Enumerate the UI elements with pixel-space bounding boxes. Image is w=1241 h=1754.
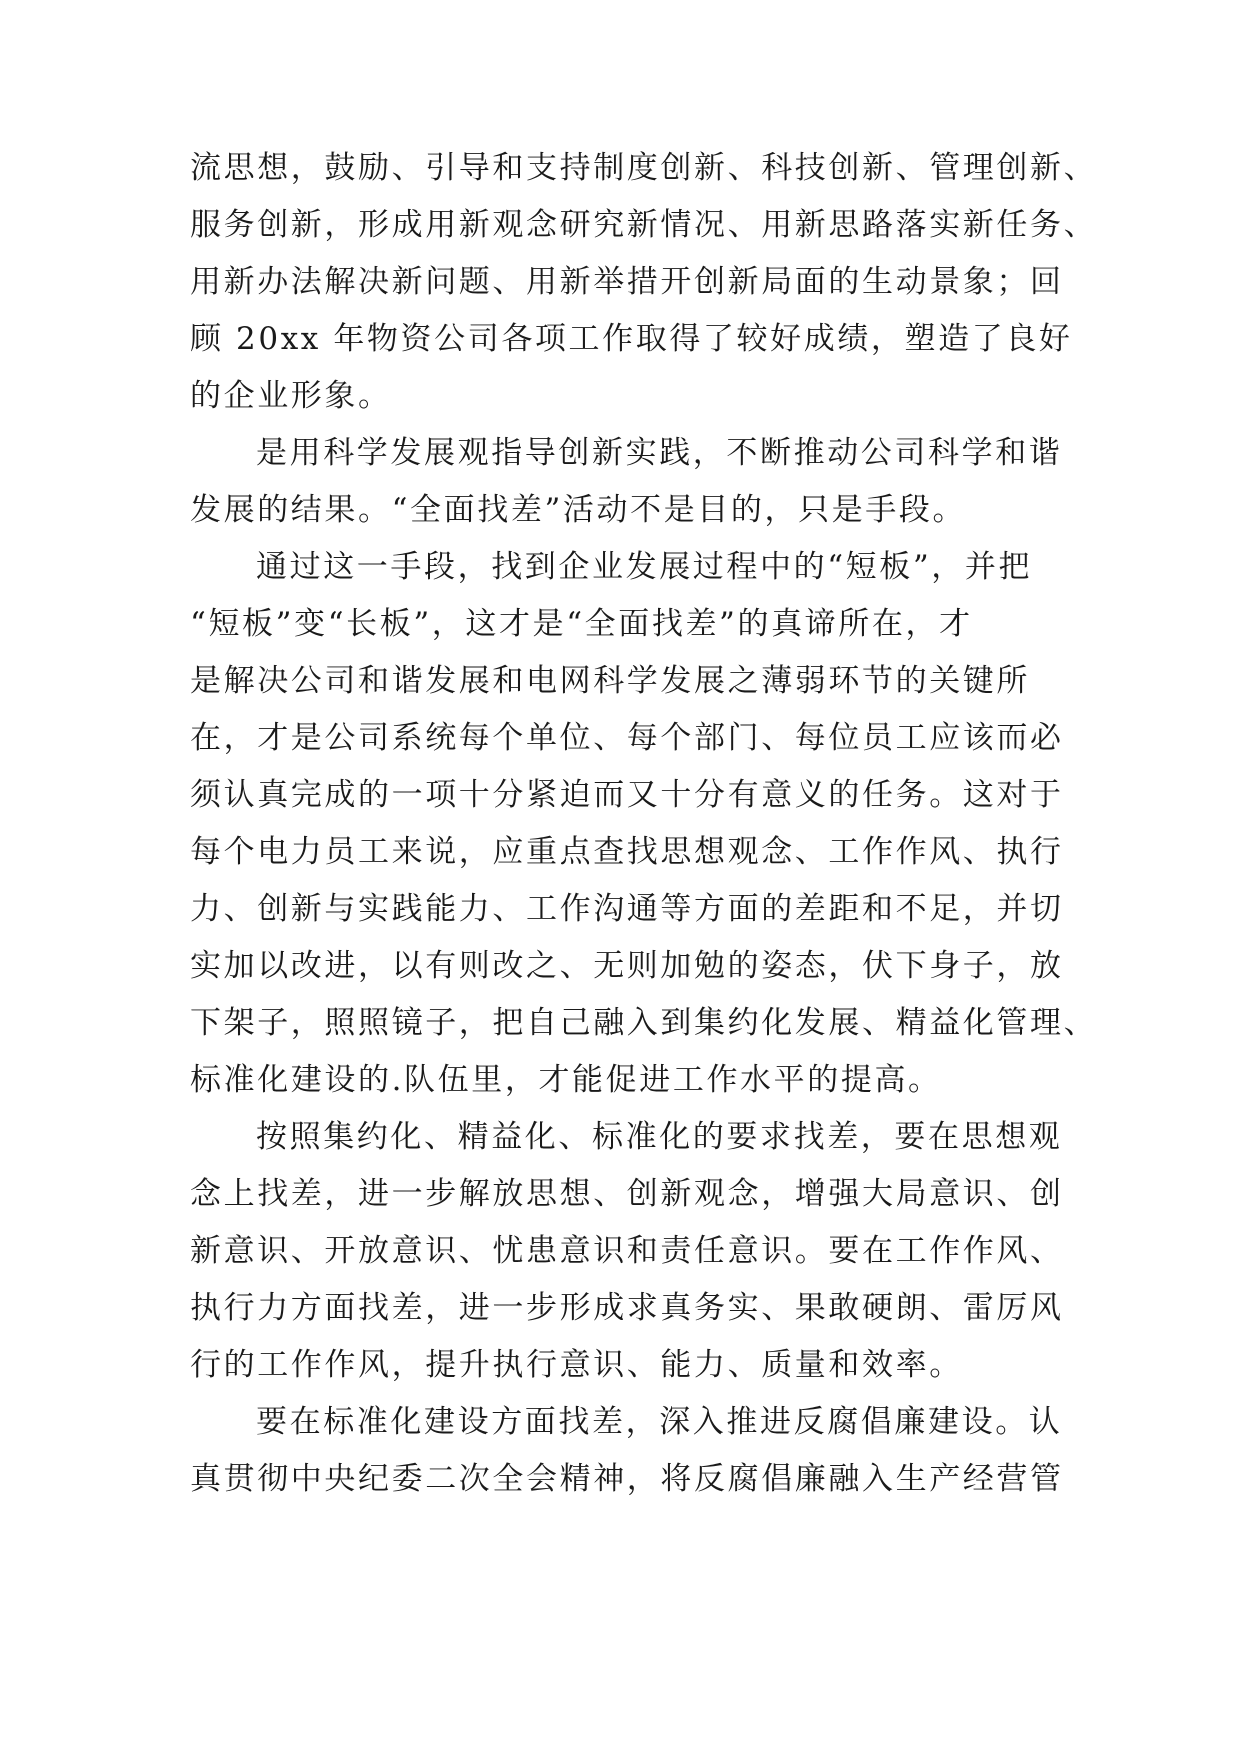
paragraph-first-line: 通过这一手段，找到企业发展过程中的“短板”，并把 xyxy=(256,549,1033,585)
paragraph-first-line: 按照集约化、精益化、标准化的要求找差，要在思想观 xyxy=(256,1119,1063,1155)
text-line: 服务创新，形成用新观念研究新情况、用新思路落实新任务、 xyxy=(190,207,1098,243)
text-line: 在，才是公司系统每个单位、每个部门、每位员工应该而必 xyxy=(190,720,1064,756)
text-line: 念上找差，进一步解放思想、创新观念，增强大局意识、创 xyxy=(190,1176,1064,1212)
text-line: 顾 20xx 年物资公司各项工作取得了较好成绩，塑造了良好 xyxy=(190,321,1073,357)
text-line: 执行力方面找差，进一步形成求真务实、果敢硬朗、雷厉风 xyxy=(190,1290,1064,1326)
text-line: 标准化建设的.队伍里，才能促进工作水平的提高。 xyxy=(190,1062,942,1098)
text-line: 的企业形象。 xyxy=(190,378,392,414)
text-line: 新意识、开放意识、忧患意识和责任意识。要在工作作风、 xyxy=(190,1233,1064,1269)
text-line: 真贯彻中央纪委二次全会精神，将反腐倡廉融入生产经营管 xyxy=(190,1461,1064,1497)
paragraph-first-line: 要在标准化建设方面找差，深入推进反腐倡廉建设。认 xyxy=(256,1404,1063,1440)
text-line: “短板”变“长板”，这才是“全面找差”的真谛所在，才 xyxy=(190,606,973,642)
text-line: 须认真完成的一项十分紧迫而又十分有意义的任务。这对于 xyxy=(190,777,1064,813)
text-line: 每个电力员工来说，应重点查找思想观念、工作作风、执行 xyxy=(190,834,1064,870)
text-line: 流思想，鼓励、引导和支持制度创新、科技创新、管理创新、 xyxy=(190,150,1098,186)
text-line: 行的工作作风，提升执行意识、能力、质量和效率。 xyxy=(190,1347,963,1383)
text-line: 发展的结果。“全面找差”活动不是目的，只是手段。 xyxy=(190,492,967,528)
text-line: 用新办法解决新问题、用新举措开创新局面的生动景象；回 xyxy=(190,264,1064,300)
text-line: 是解决公司和谐发展和电网科学发展之薄弱环节的关键所 xyxy=(190,663,1030,699)
paragraph-first-line: 是用科学发展观指导创新实践，不断推动公司科学和谐 xyxy=(256,435,1063,471)
text-line: 下架子，照照镜子，把自己融入到集约化发展、精益化管理、 xyxy=(190,1005,1098,1041)
text-line: 实加以改进，以有则改之、无则加勉的姿态，伏下身子，放 xyxy=(190,948,1064,984)
text-line: 力、创新与实践能力、工作沟通等方面的差距和不足，并切 xyxy=(190,891,1064,927)
